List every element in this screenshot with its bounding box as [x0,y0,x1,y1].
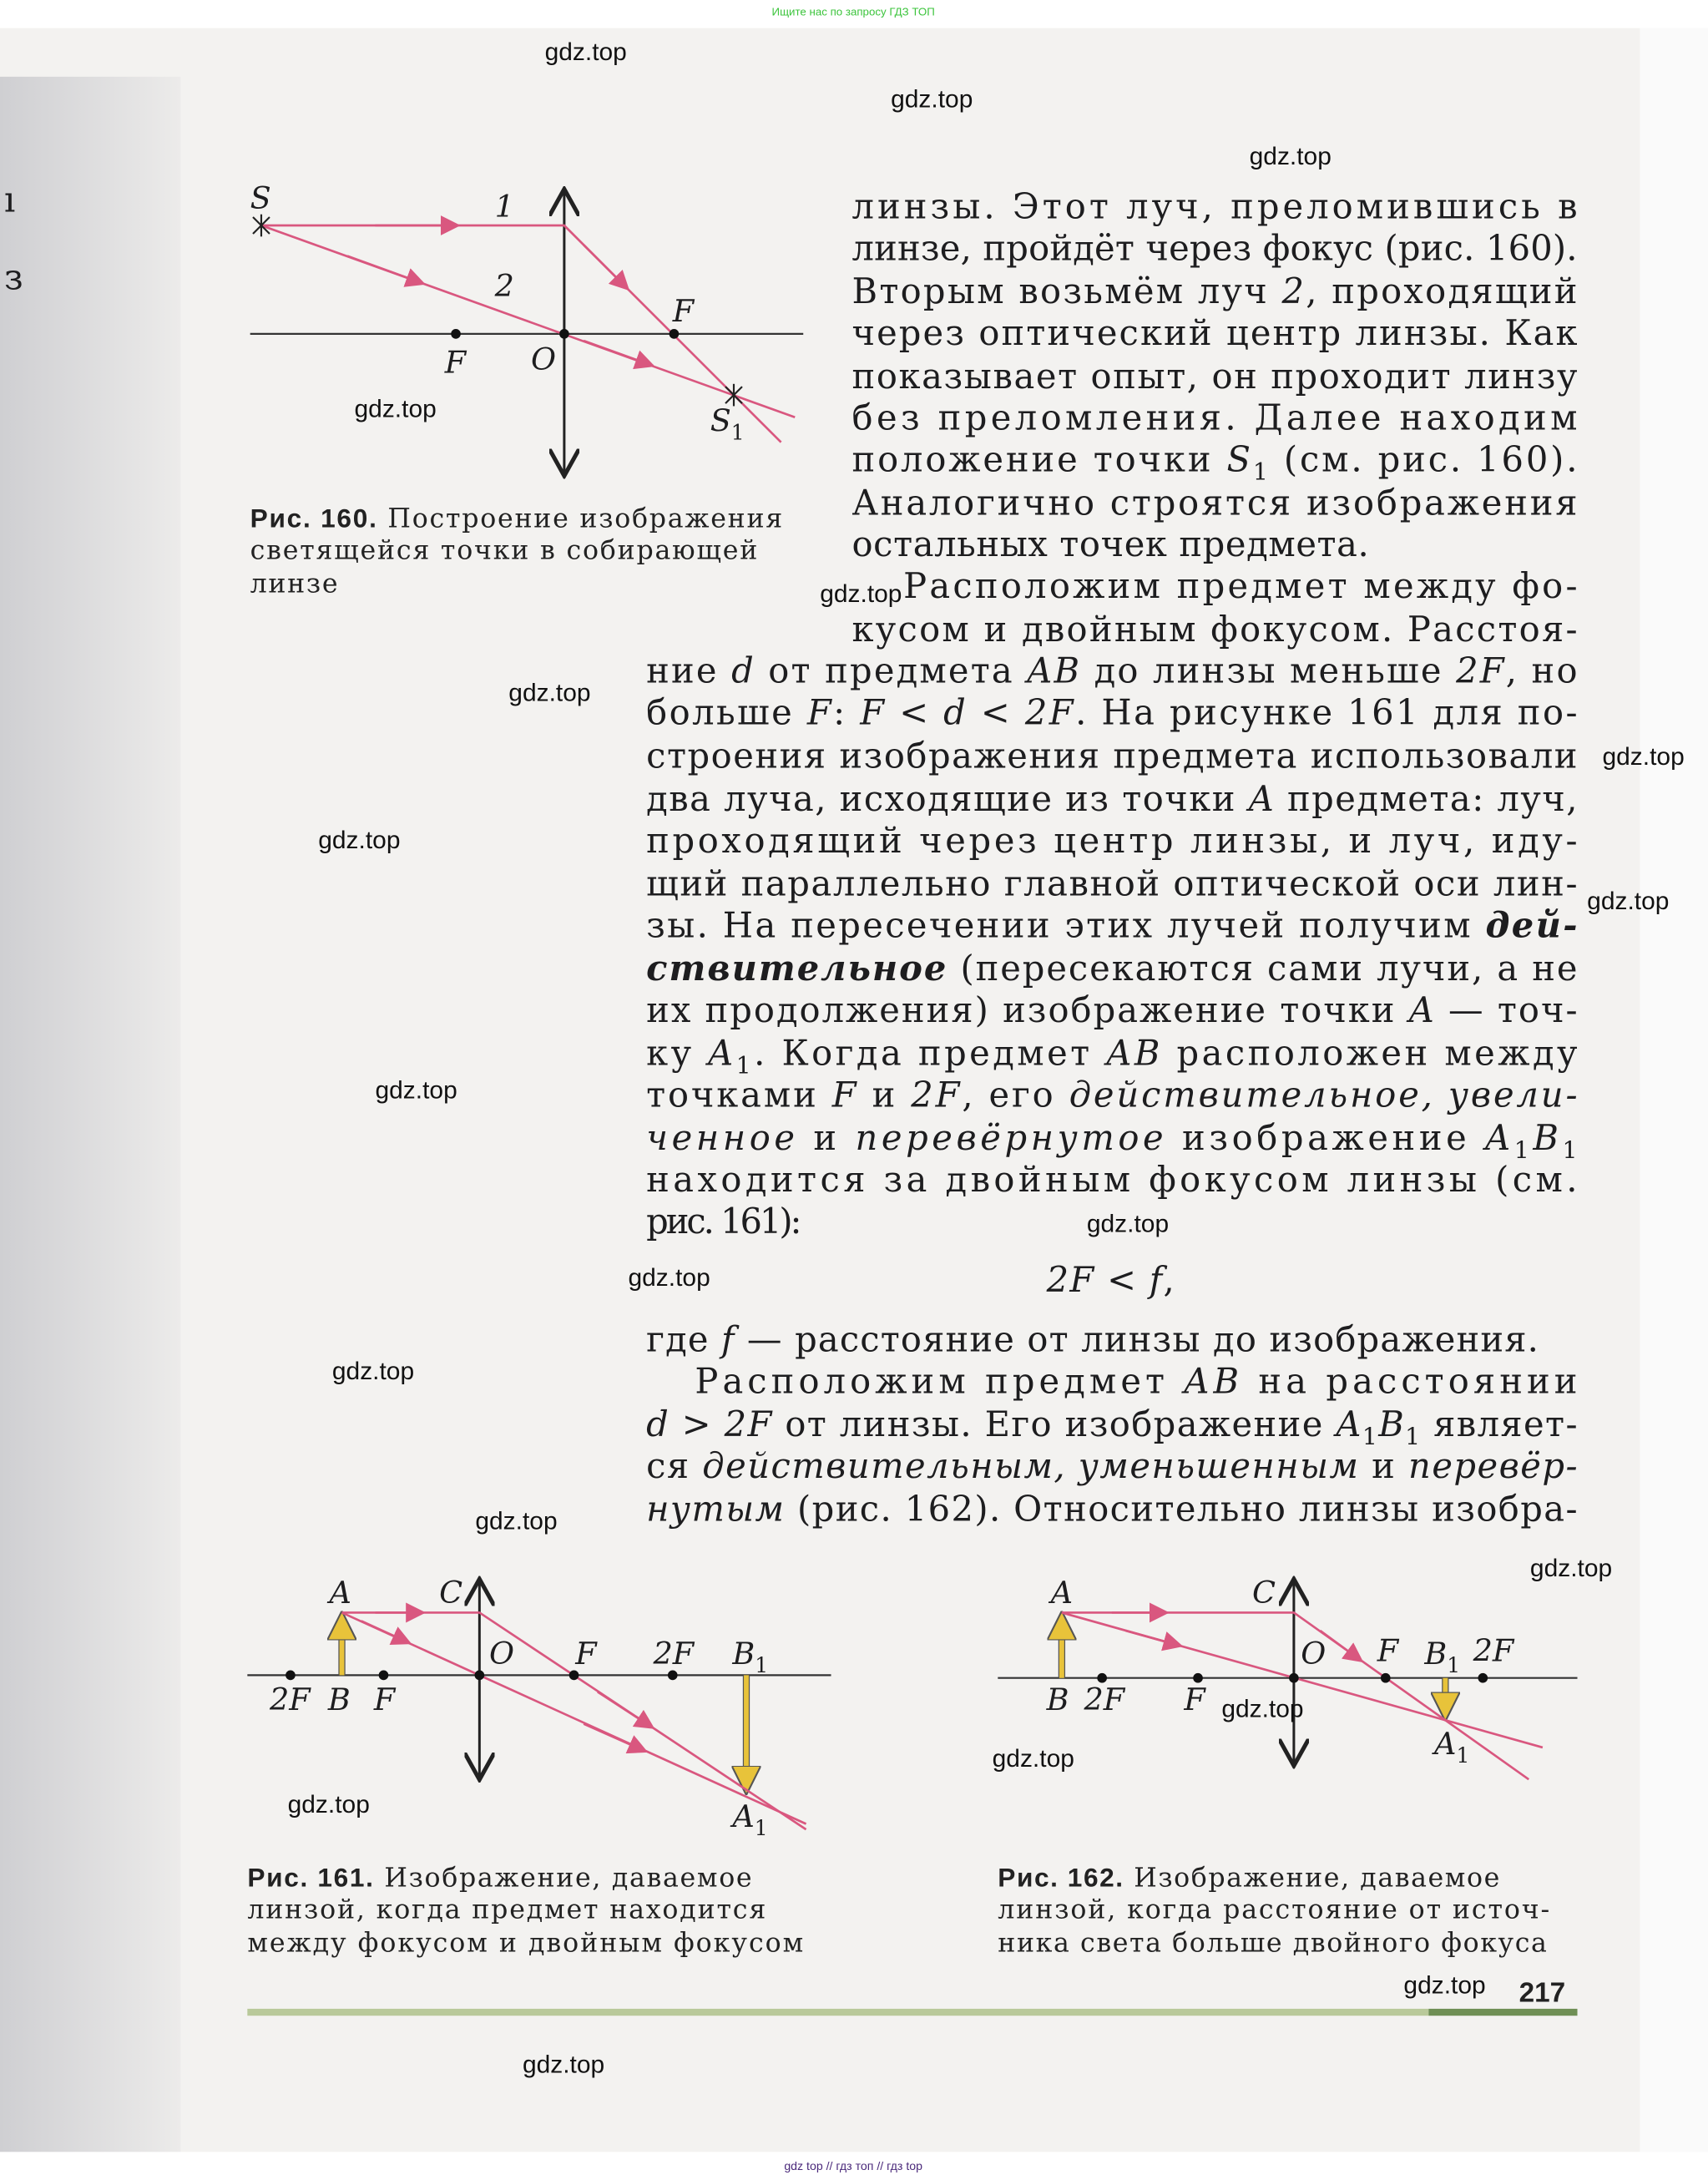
text-segment: . Когда предмет [754,1032,1104,1074]
text-segment: кусом и двойным фокусом. Расстоя- [851,608,1578,650]
text-segment: , но [1505,650,1578,691]
text-segment: зы. На пересечении этих лучей получим [646,904,1484,946]
text-segment: 1 [1252,458,1268,486]
text-segment: : [833,691,858,733]
text-segment: (пересекаются сами лучи, а не [947,947,1578,989]
watermark: gdz.top [1403,1971,1486,2000]
label-2F-right: 2F [1473,1632,1514,1669]
text-segment: A [708,1032,734,1074]
text-segment: ника света больше двойного фокуса [998,1928,1547,1959]
text-line [646,1117,1577,1164]
watermark: gdz.top [318,826,401,854]
text-segment: Построение изображения [377,503,783,534]
text-line [852,439,1578,486]
footer-bar [247,2009,1428,2016]
text-segment: ся [646,1444,701,1486]
label-F-left: F [373,1681,396,1717]
text-segment: d [731,650,754,691]
text-segment: A [1485,1117,1511,1159]
text-segment: F < d < 2F [860,691,1074,733]
text-line [646,692,1577,733]
text-segment: S [1226,438,1251,480]
label-F-left: F [1184,1681,1205,1717]
label-A1: $A_1$ [1434,1726,1470,1768]
text-segment: AB [1106,1032,1160,1074]
text-segment: — расстояние от линзы до изображения. [735,1318,1539,1360]
text-line [646,1201,801,1242]
text-segment: ку [646,1032,705,1074]
watermark: gdz.top [1529,1555,1613,1583]
text-segment: проходящий через центр линзы, и луч, иду- [646,819,1578,861]
text-segment: 1 [1562,1136,1578,1165]
text-segment: от линзы. Его изображение [772,1404,1335,1445]
text-segment: 1 [1513,1136,1529,1165]
watermark: gdz.top [1221,1695,1304,1723]
text-segment: A [1248,777,1274,819]
text-segment: действительное, увели- [1069,1074,1578,1115]
watermark: gdz.top [1086,1210,1170,1238]
text-line [250,536,758,566]
page-number: 217 [1519,1977,1566,2009]
text-segment: щий параллельно главной оптической оси лин- [646,862,1578,904]
text-line [852,482,1578,523]
text-line [998,1862,1499,1893]
text-line [852,228,1578,269]
text-segment: больше [646,691,806,733]
label-C: C [1251,1574,1276,1611]
label-B1: $B_1$ [732,1636,769,1678]
text-line [852,397,1578,438]
text-segment: линзе [250,569,338,599]
text-line [646,1404,1577,1450]
text-line [646,948,1577,989]
text-line [646,862,1577,903]
watermark: gdz.top [522,2051,605,2079]
text-line [852,271,1578,311]
text-segment: дей- [1485,904,1578,946]
text-segment: Аналогично строятся изображения [851,482,1578,524]
text-line [646,1318,1539,1359]
text-segment: линзой, когда расстояние от источ- [998,1894,1550,1925]
text-line [903,565,1577,606]
text-segment: перевёрнутое [855,1117,1164,1159]
text-segment: (рис. 162). Относительно линзы изобра- [785,1488,1578,1530]
text-segment: являет- [1421,1404,1578,1445]
watermark: gdz.top [287,1791,370,1819]
text-line [250,569,338,599]
text-segment: Рис. 160. [250,503,376,534]
text-line [646,1445,1577,1486]
margin-mark: ı [3,179,16,220]
watermark: gdz.top [354,395,437,423]
text-segment: находится за двойным фокусом линзы (см. [646,1159,1578,1201]
text-segment: перевёр- [1408,1444,1578,1486]
label-F-right: F [672,292,695,329]
text-segment: 2F < f [1046,1258,1163,1300]
text-segment: d > 2F [646,1404,772,1445]
text-segment: 2F [1456,650,1504,691]
text-segment: линзы. Этот луч, преломившись в [851,185,1578,227]
text-line [646,650,1577,691]
text-line [646,1074,1577,1115]
text-segment: Расположим предмет между фо- [903,565,1578,607]
text-segment: 2F [911,1074,960,1115]
header-note: Ищите нас по запросу ГДЗ ТОП [771,5,935,18]
label-O: O [530,341,556,378]
text-line [852,524,1369,564]
text-segment: F [806,691,831,733]
text-segment: светящейся точки в собирающей [250,535,758,566]
text-line [247,1862,751,1893]
text-segment: Рис. 161. [247,1862,373,1893]
watermark: gdz.top [992,1745,1074,1773]
text-segment: , его [962,1074,1067,1115]
footer-note: gdz top // гдз топ // гдз top [784,2159,923,2173]
text-segment: рис. 161): [646,1200,802,1242]
text-segment: Вторым возьмём луч [851,271,1281,312]
label-2F-right: 2F [653,1636,695,1672]
text-segment: точками [646,1074,830,1115]
label-ray-2: 2 [494,267,514,304]
text-line [247,1895,766,1925]
text-line [247,1929,803,1959]
label-S1: $S_1$ [710,402,745,445]
text-segment: на расстоянии [1243,1360,1578,1402]
text-segment: и [798,1117,851,1159]
text-line [852,312,1578,353]
text-segment: предмета: луч, [1275,777,1578,819]
text-segment: 1 [735,1051,751,1080]
text-segment: ченное [646,1117,796,1159]
text-segment: ствительное [646,947,947,989]
text-line [852,356,1578,397]
text-segment: положение точки [851,438,1225,480]
text-segment: нутым [646,1488,785,1530]
watermark: gdz.top [475,1507,558,1535]
text-segment: B [1533,1117,1559,1159]
margin-mark: з [3,256,23,298]
label-B: B [327,1681,351,1717]
label-A: A [329,1574,352,1611]
text-line [852,609,1578,650]
text-line [646,1489,1577,1530]
text-line [646,778,1577,819]
label-A: A [1050,1574,1074,1611]
text-segment: через оптический центр линзы. Как [851,312,1578,354]
text-segment: строения изображения предмета использовали [646,735,1578,776]
label-O: O [488,1636,515,1672]
text-segment: линзой, когда предмет находится [247,1894,766,1925]
text-segment: показывает опыт, он проходит линзу [851,355,1578,397]
text-line [1046,1259,1175,1300]
text-segment: A [1336,1404,1362,1445]
watermark: gdz.top [1602,742,1685,771]
text-segment: , [1163,1258,1175,1300]
text-segment: и [858,1074,909,1115]
book-binding [0,77,180,2152]
text-segment: . На рисунке 161 для по- [1075,691,1578,733]
text-segment: изображение [1167,1117,1482,1159]
text-segment: без преломления. Далее находим [851,397,1578,438]
text-segment: A [1408,989,1434,1030]
text-line [646,735,1577,776]
text-segment: Расположим предмет [695,1360,1180,1402]
label-B1: $B_1$ [1424,1636,1461,1678]
text-line [646,820,1577,861]
text-segment: AB [1184,1360,1240,1402]
text-segment: линзе, пройдёт через фокус (рис. 160). [851,227,1578,269]
text-segment: остальных точек предмета. [851,524,1369,565]
text-segment: Изображение, даваемое [1124,1863,1500,1894]
watermark: gdz.top [820,580,902,609]
text-segment: два луча, исходящие из точки [646,777,1248,819]
text-segment: 1 [1362,1423,1377,1451]
watermark: gdz.top [375,1076,457,1105]
text-segment: 1 [1405,1423,1421,1451]
label-2F-left: 2F [269,1681,311,1717]
label-F-left: F [444,344,467,381]
text-segment: действительным, уменьшенным [702,1444,1359,1486]
text-line [646,904,1577,945]
text-segment: между фокусом и двойным фокусом [247,1928,804,1959]
watermark: gdz.top [628,1264,710,1292]
text-segment: — точ- [1435,989,1578,1030]
text-segment: Изображение, даваемое [374,1863,752,1894]
text-segment: их продолжения) изображение точки [646,989,1407,1030]
text-segment: Рис. 162. [998,1862,1124,1893]
text-segment: расположен между [1162,1032,1578,1074]
label-ray-1: 1 [494,189,514,225]
text-line [646,1033,1577,1080]
text-line [998,1929,1547,1959]
label-F-right: F [1377,1632,1399,1669]
text-segment: (см. рис. 160). [1270,438,1578,480]
watermark: gdz.top [508,679,591,707]
label-O: O [1301,1636,1326,1672]
label-S: S [250,180,271,217]
watermark: gdz.top [1587,888,1670,916]
text-line [250,503,783,534]
text-line [646,1159,1577,1200]
text-segment: B [1378,1404,1404,1445]
text-segment: до линзы меньше [1081,650,1454,691]
text-segment: 2 [1281,271,1304,312]
label-A1: $A_1$ [732,1798,768,1840]
label-2F-left: 2F [1084,1681,1125,1717]
watermark: gdz.top [331,1357,415,1385]
watermark: gdz.top [544,38,627,66]
text-segment: где [646,1318,720,1360]
text-segment: AB [1027,650,1080,691]
label-C: C [439,1574,463,1611]
text-segment: и [1359,1444,1407,1486]
text-segment: от предмета [755,650,1026,691]
text-line [646,989,1577,1030]
watermark: gdz.top [891,85,973,114]
text-segment: , проходящий [1306,271,1578,312]
watermark: gdz.top [1249,142,1332,170]
text-segment: f [721,1318,735,1360]
label-B: B [1046,1681,1069,1717]
label-F-right: F [575,1636,597,1672]
text-segment: F [831,1074,857,1115]
text-segment: ние [646,650,730,691]
